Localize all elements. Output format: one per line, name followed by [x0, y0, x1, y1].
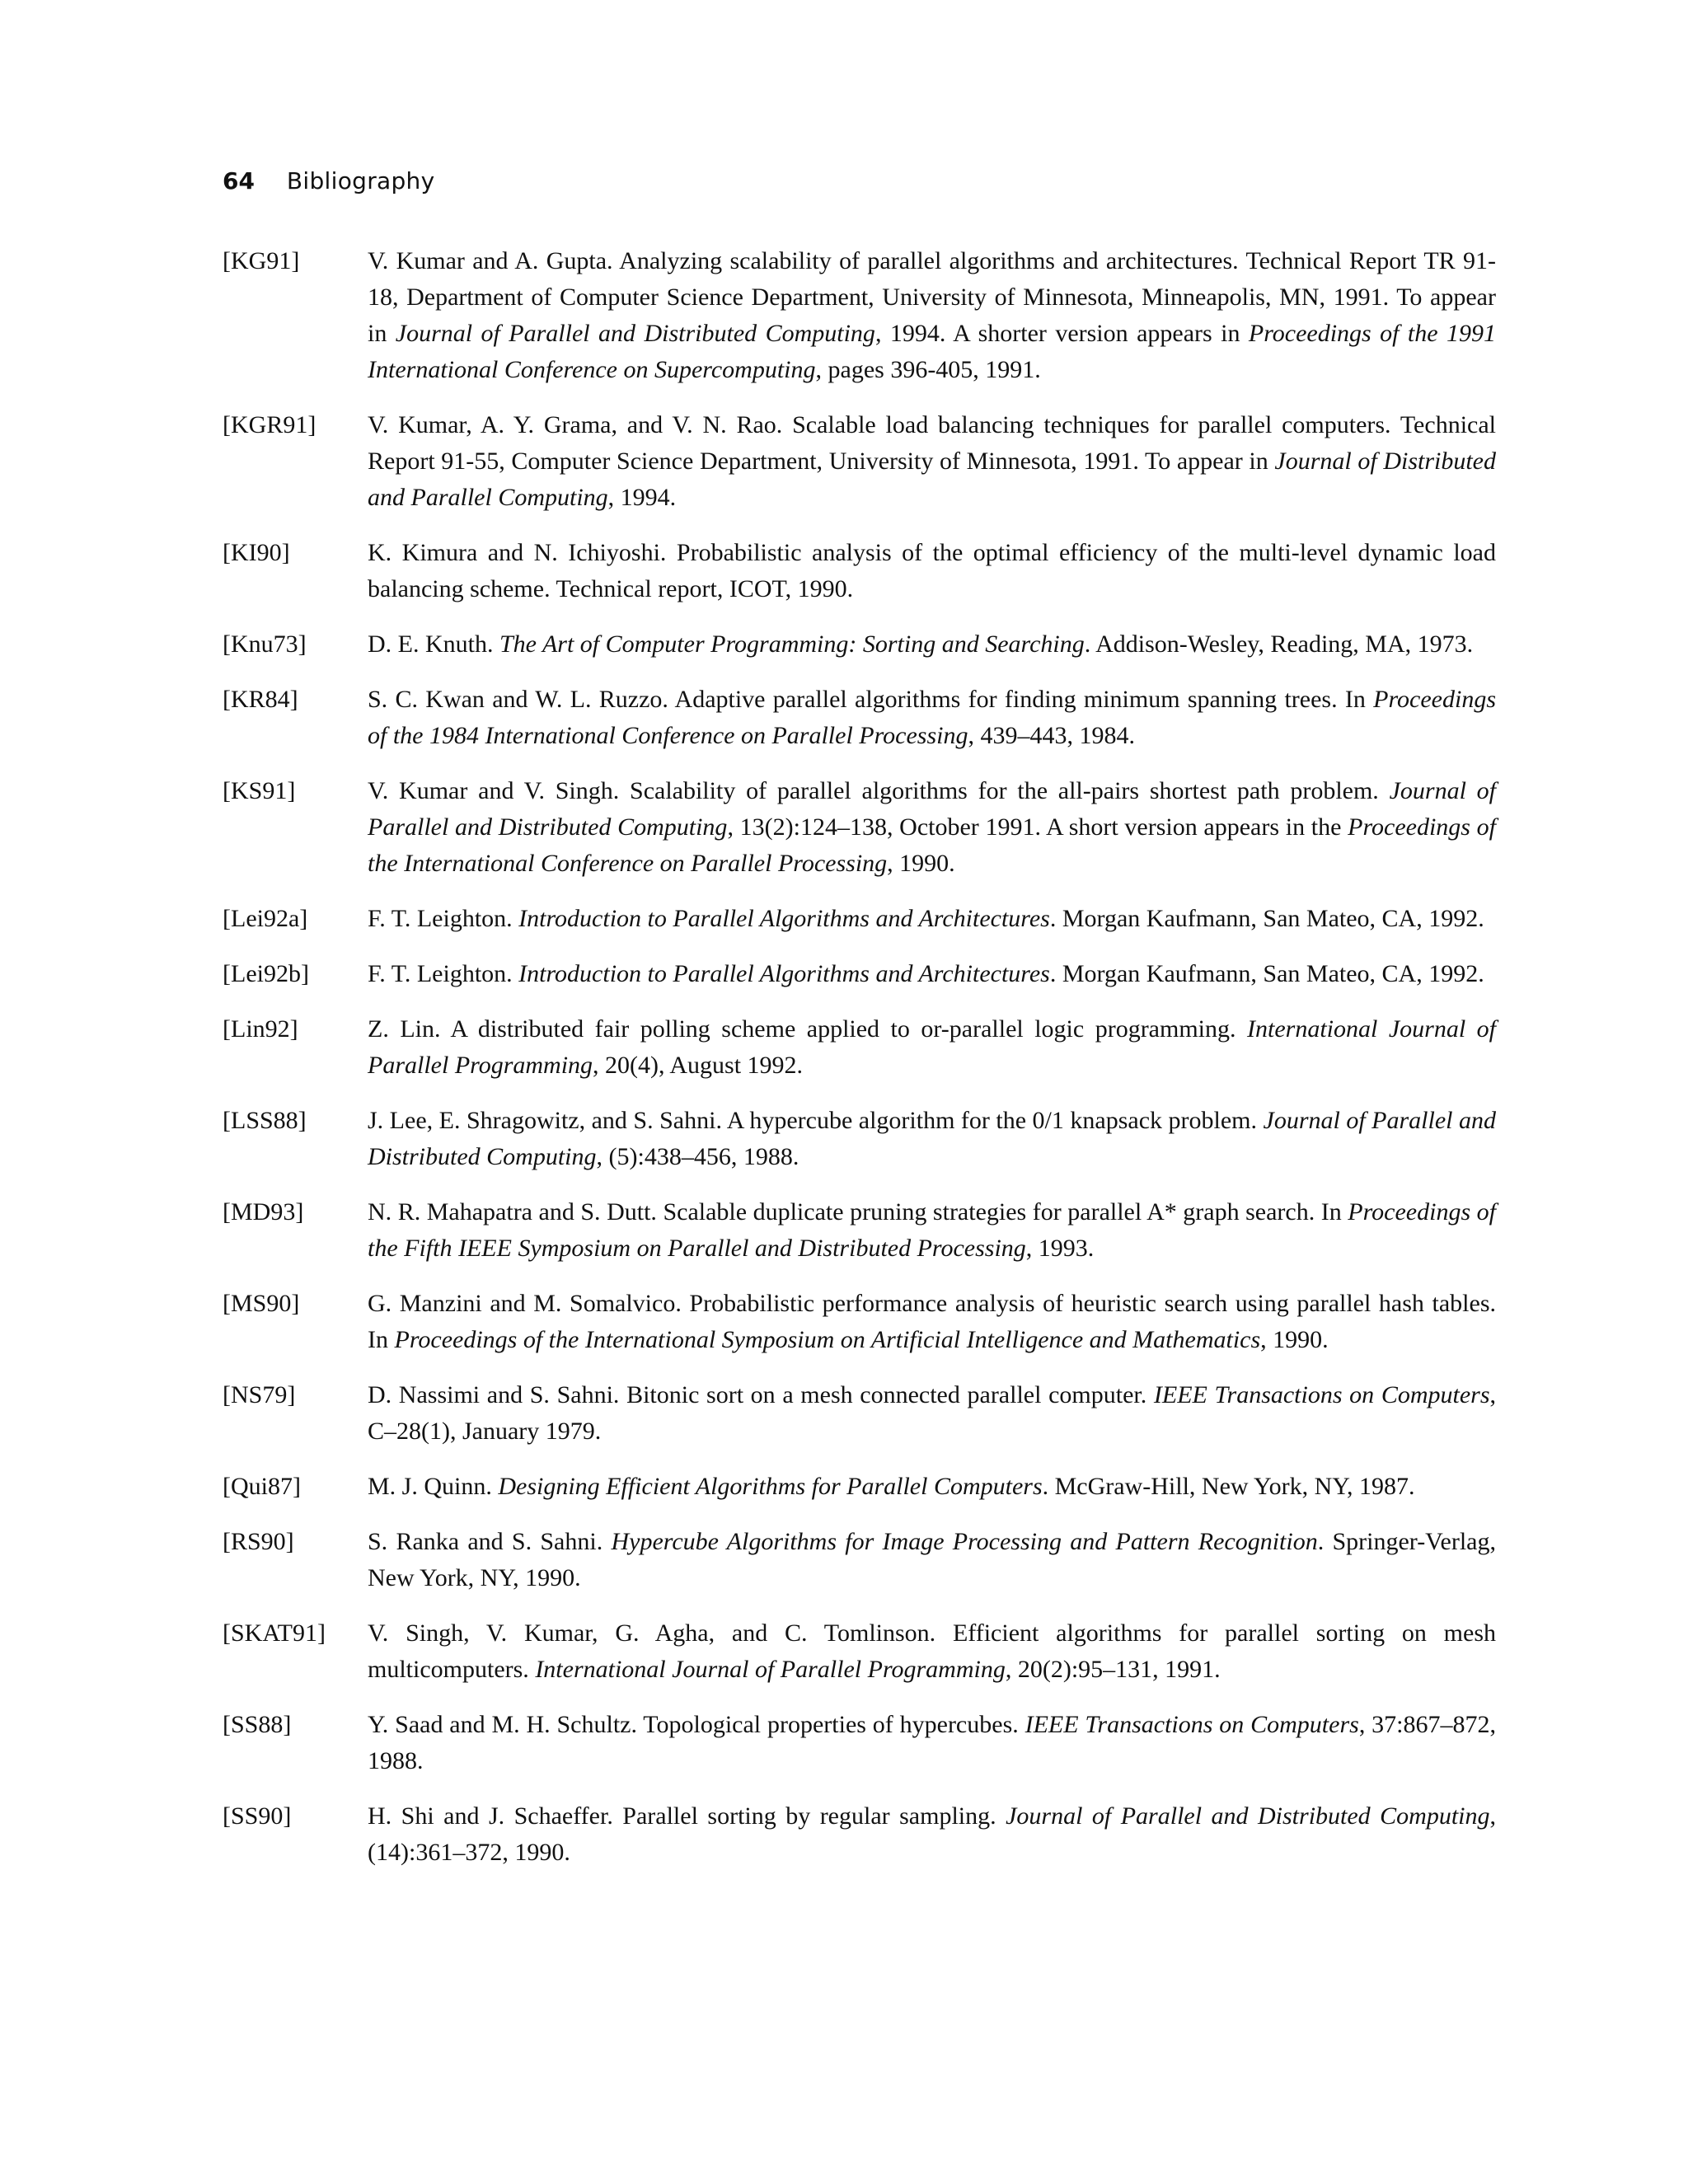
bib-entry [223, 626, 1496, 663]
bib-entry [223, 956, 1496, 992]
citation-text-run: , 20(2):95–131, 1991. [1005, 1656, 1221, 1683]
citation-title-italic: IEEE Transactions on Computers [1153, 1381, 1490, 1408]
bib-entry [223, 407, 1496, 516]
bib-entry [223, 1524, 1496, 1596]
citation-title-italic: Journal of Parallel and Distributed Computing [368, 1107, 1496, 1170]
citation-key: [MS90] [223, 1290, 300, 1317]
bib-entry [223, 1194, 1496, 1267]
citation-text-run: F. T. Leighton. [368, 960, 519, 987]
citation-text-run: K. Kimura and N. Ichiyoshi. Probabilistic analysis of the optimal efficiency of the multi-level dynamic load balancing scheme. Technical report, ICOT, 1990. [368, 539, 1496, 602]
citation-key: [NS79] [223, 1381, 296, 1408]
bib-entry [223, 1103, 1496, 1175]
citation-title-italic: Hypercube Algorithms for Image Processing and Pattern Recognition [611, 1528, 1318, 1555]
citation-text-run: . McGraw-Hill, New York, NY, 1987. [1042, 1473, 1415, 1500]
citation-title-italic: Introduction to Parallel Algorithms and Architectures [518, 960, 1050, 987]
citation-text [368, 1798, 1496, 1871]
citation-text-run: , (5):438–456, 1988. [596, 1143, 799, 1170]
citation-key: [KGR91] [223, 411, 316, 438]
citation-text-run: D. E. Knuth. [368, 630, 499, 658]
bib-entry [223, 773, 1496, 882]
citation-key: [Qui87] [223, 1473, 301, 1500]
citation-text [368, 1011, 1496, 1084]
citation-text-run: , 20(4), August 1992. [593, 1052, 804, 1079]
citation-key: [RS90] [223, 1528, 294, 1555]
citation-text-run: , 1994. [607, 484, 677, 511]
citation-text-run: , C–28(1), January 1979. [368, 1381, 1496, 1445]
citation-key: [SKAT91] [223, 1619, 326, 1647]
citation-title-italic: Proceedings of the International Symposium on Artificial Intelligence and Mathematics [394, 1326, 1261, 1353]
citation-title-italic: Proceedings of the International Conference on Parallel Processing [368, 813, 1497, 877]
citation-text-run: V. Kumar, A. Y. Grama, and V. N. Rao. Scalable load balancing techniques for parallel computers. Technical Report 91-55, Computer Science Department, University of Minnesota, 1991. To appear in [368, 411, 1496, 475]
citation-text [368, 1469, 1496, 1505]
bibliography-list [223, 243, 1496, 1871]
citation-title-italic: Designing Efficient Algorithms for Parallel Computers [498, 1473, 1043, 1500]
citation-title-italic: Proceedings of the Fifth IEEE Symposium on Parallel and Distributed Processing [368, 1198, 1496, 1262]
citation-title-italic: IEEE Transactions on Computers [1025, 1711, 1359, 1738]
citation-text [368, 243, 1496, 388]
bib-entry [223, 1469, 1496, 1505]
bib-entry [223, 243, 1496, 388]
citation-text-run: , 13(2):124–138, October 1991. A short version appears in the [727, 813, 1348, 841]
citation-text-run: D. Nassimi and S. Sahni. Bitonic sort on a mesh connected parallel computer. [368, 1381, 1154, 1408]
citation-text [368, 1524, 1496, 1596]
citation-text [368, 626, 1496, 663]
citation-title-italic: The Art of Computer Programming: Sorting and Searching [499, 630, 1085, 658]
citation-text-run: N. R. Mahapatra and S. Dutt. Scalable duplicate pruning strategies for parallel A* graph search. In [368, 1198, 1348, 1226]
citation-key: [KG91] [223, 247, 300, 274]
page-number: 64 [223, 167, 255, 194]
citation-text [368, 901, 1496, 937]
citation-text [368, 407, 1496, 516]
citation-key: [SS90] [223, 1802, 292, 1830]
citation-text-run: . Morgan Kaufmann, San Mateo, CA, 1992. [1049, 960, 1484, 987]
citation-text-run: J. Lee, E. Shragowitz, and S. Sahni. A hypercube algorithm for the 0/1 knapsack problem. [368, 1107, 1264, 1134]
bib-entry [223, 682, 1496, 754]
citation-text-run: V. Kumar and A. Gupta. Analyzing scalability of parallel algorithms and architectures. Technical Report TR 91-18, Department of Computer Science Department, University of Minnesota, Minneapolis, MN, 1991. To appear in [368, 247, 1496, 347]
citation-text [368, 682, 1496, 754]
citation-key: [KS91] [223, 777, 296, 804]
citation-text-run: , 1990. [1260, 1326, 1329, 1353]
citation-title-italic: Proceedings of the 1984 International Conference on Parallel Processing [368, 686, 1496, 749]
citation-text [368, 1194, 1496, 1267]
citation-text [368, 535, 1496, 607]
bib-entry [223, 1707, 1496, 1779]
citation-title-italic: Journal of Parallel and Distributed Computing [1006, 1802, 1490, 1830]
running-head [223, 165, 434, 198]
citation-text [368, 1103, 1496, 1175]
bib-entry [223, 901, 1496, 937]
citation-text [368, 956, 1496, 992]
citation-key: [MD93] [223, 1198, 304, 1226]
citation-key: [Lei92a] [223, 905, 308, 932]
citation-text-run: , 1993. [1025, 1235, 1095, 1262]
citation-key: [SS88] [223, 1711, 292, 1738]
citation-text-run: S. Ranka and S. Sahni. [368, 1528, 612, 1555]
citation-text-run: M. J. Quinn. [368, 1473, 499, 1500]
citation-text-run: , 1994. A shorter version appears in [874, 320, 1249, 347]
citation-text [368, 1286, 1496, 1358]
citation-text [368, 1377, 1496, 1450]
citation-text-run: F. T. Leighton. [368, 905, 519, 932]
citation-text-run: Z. Lin. A distributed fair polling scheme applied to or-parallel logic programming. [368, 1015, 1248, 1043]
citation-text-run: . Morgan Kaufmann, San Mateo, CA, 1992. [1049, 905, 1484, 932]
citation-title-italic: International Journal of Parallel Programming [535, 1656, 1006, 1683]
citation-text [368, 773, 1496, 882]
citation-text-run: , pages 396-405, 1991. [815, 356, 1041, 383]
citation-title-italic: Journal of Distributed and Parallel Computing [368, 448, 1496, 511]
citation-text-run: , 439–443, 1984. [968, 722, 1135, 749]
citation-text-run: . Springer-Verlag, New York, NY, 1990. [368, 1528, 1496, 1591]
citation-text [368, 1707, 1496, 1779]
citation-title-italic: Introduction to Parallel Algorithms and Architectures [518, 905, 1050, 932]
citation-key: [Lei92b] [223, 960, 309, 987]
citation-key: [LSS88] [223, 1107, 307, 1134]
citation-text-run: V. Kumar and V. Singh. Scalability of parallel algorithms for the all-pairs shortest path problem. [368, 777, 1390, 804]
citation-key: [Lin92] [223, 1015, 298, 1043]
citation-text-run: H. Shi and J. Schaeffer. Parallel sorting by regular sampling. [368, 1802, 1006, 1830]
citation-text-run: G. Manzini and M. Somalvico. Probabilistic performance analysis of heuristic search using parallel hash tables. In [368, 1290, 1496, 1353]
citation-title-italic: Journal of Parallel and Distributed Computing [368, 777, 1497, 841]
citation-key: [Knu73] [223, 630, 307, 658]
citation-text-run: S. C. Kwan and W. L. Ruzzo. Adaptive parallel algorithms for finding minimum spanning trees. In [368, 686, 1374, 713]
citation-text-run: , 1990. [887, 850, 955, 877]
citation-title-italic: Journal of Parallel and Distributed Computing [395, 320, 875, 347]
citation-title-italic: Proceedings of the 1991 International Conference on Supercomputing [368, 320, 1497, 383]
citation-text-run: Y. Saad and M. H. Schultz. Topological properties of hypercubes. [368, 1711, 1025, 1738]
citation-text-run: V. Singh, V. Kumar, G. Agha, and C. Tomlinson. Efficient algorithms for parallel sorting on mesh multicomputers. [368, 1619, 1496, 1683]
bib-entry [223, 1615, 1496, 1688]
citation-title-italic: International Journal of Parallel Programming [368, 1015, 1496, 1079]
citation-text-run: . Addison-Wesley, Reading, MA, 1973. [1084, 630, 1474, 658]
citation-text-run: , 37:867–872, 1988. [368, 1711, 1496, 1774]
citation-key: [KI90] [223, 539, 290, 566]
bib-entry [223, 535, 1496, 607]
bib-entry [223, 1011, 1496, 1084]
citation-text-run: , (14):361–372, 1990. [368, 1802, 1497, 1866]
citation-text [368, 1615, 1496, 1688]
bib-entry [223, 1798, 1496, 1871]
section-title: Bibliography [286, 167, 435, 194]
bib-entry [223, 1377, 1496, 1450]
citation-key: [KR84] [223, 686, 298, 713]
bib-entry [223, 1286, 1496, 1358]
